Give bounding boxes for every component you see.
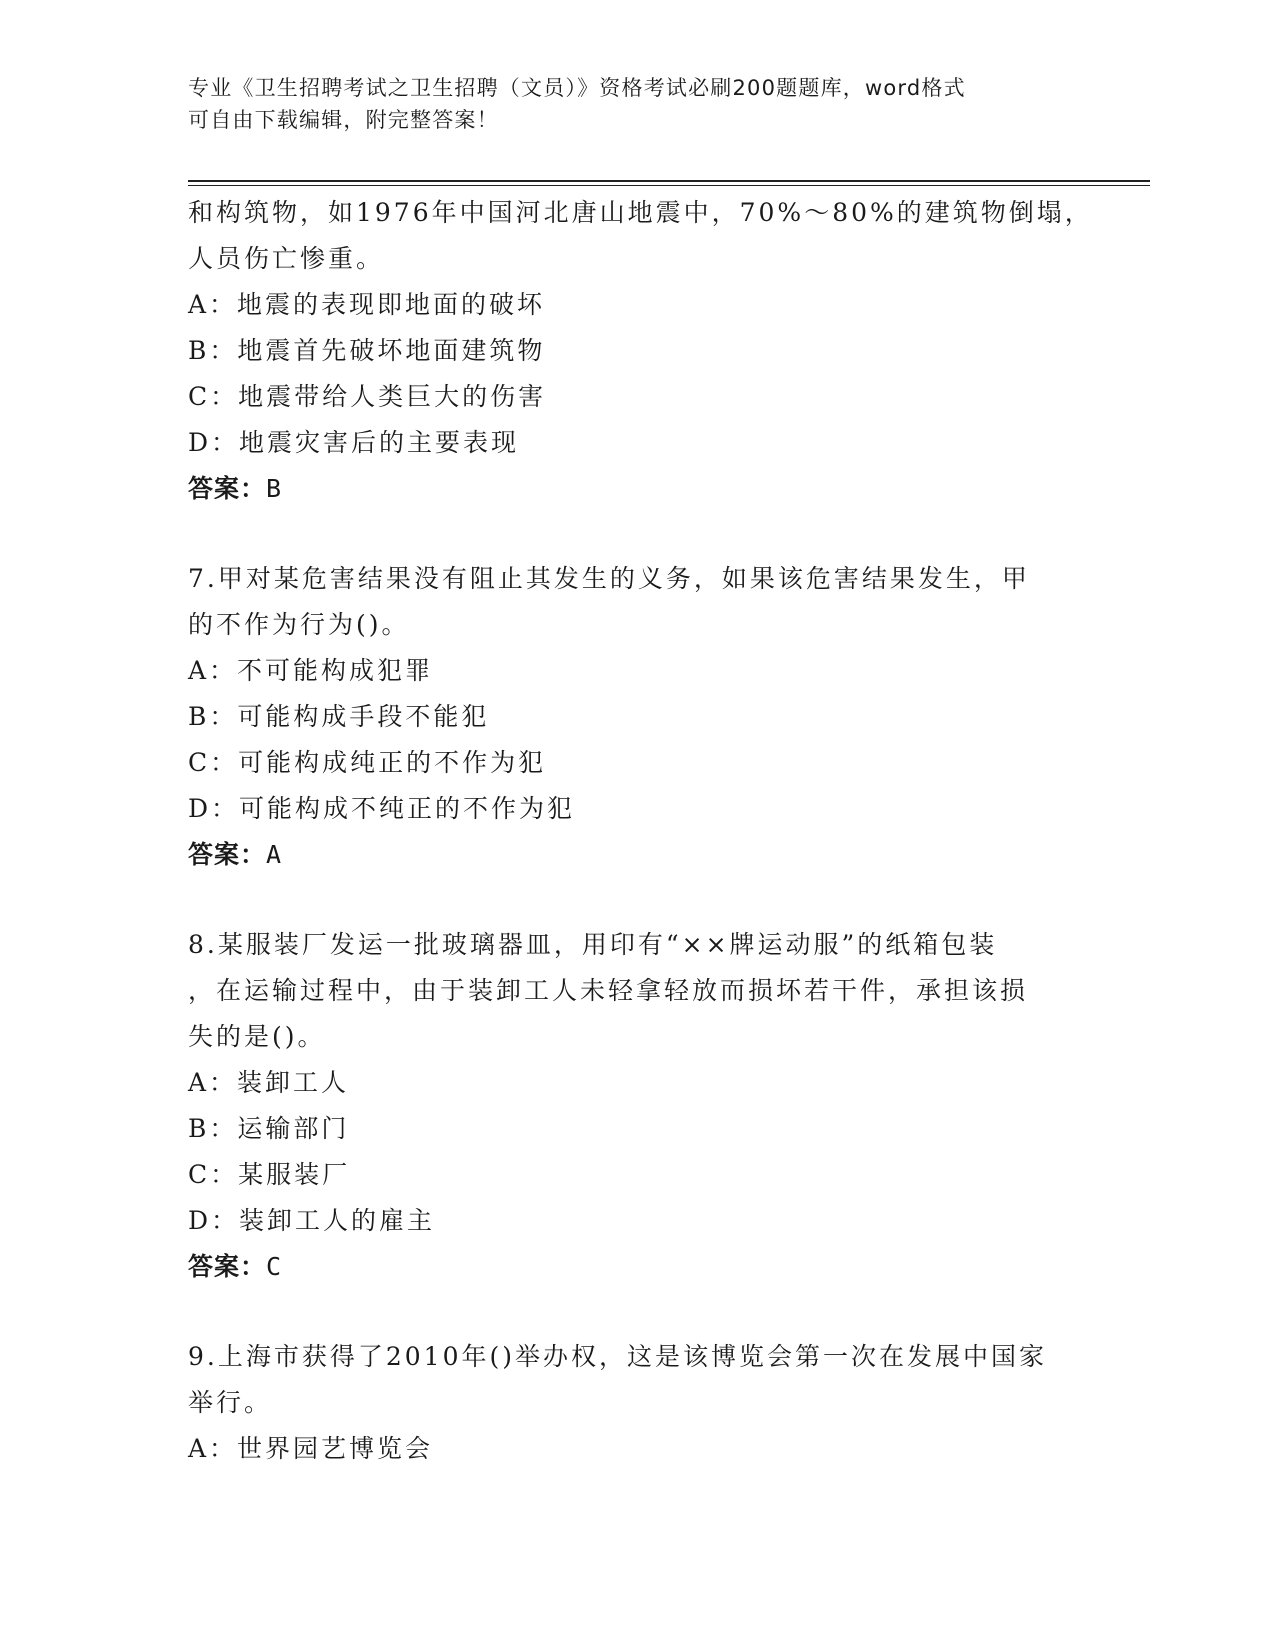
option-d: D：可能构成不纯正的不作为犯 — [188, 794, 576, 823]
question-8 — [188, 922, 1088, 1290]
answer-line — [188, 466, 1088, 512]
option-b: B：地震首先破坏地面建筑物 — [188, 336, 546, 365]
option-b: B：运输部门 — [188, 1114, 350, 1143]
question-text-line: ，在运输过程中，由于装卸工人未轻拿轻放而损坏若干件，承担该损 — [188, 976, 1029, 1005]
question-6-continuation — [188, 190, 1093, 512]
document-header — [188, 72, 1088, 136]
question-spacer — [188, 1290, 1088, 1334]
question-text-line: 人员伤亡惨重。 — [188, 244, 385, 273]
option-a: A：不可能构成犯罪 — [188, 656, 434, 685]
answer-line — [188, 832, 1088, 878]
question-text-line: 和构筑物，如1976年中国河北唐山地震中，70%～80%的建筑物倒塌， — [188, 198, 1093, 227]
question-spacer — [188, 512, 1088, 556]
option-a: A：地震的表现即地面的破坏 — [188, 290, 546, 319]
answer-value: A — [266, 840, 283, 869]
question-text-line: 的不作为行为()。 — [188, 610, 410, 639]
option-a: A：世界园艺博览会 — [188, 1434, 434, 1463]
question-text-line: 举行。 — [188, 1388, 273, 1417]
answer-label: 答案： — [188, 840, 267, 869]
option-a: A：装卸工人 — [188, 1068, 350, 1097]
option-c: C：地震带给人类巨大的伤害 — [188, 382, 547, 411]
question-text-line: 失的是()。 — [188, 1022, 326, 1051]
option-b: B：可能构成手段不能犯 — [188, 702, 490, 731]
option-d: D：装卸工人的雇主 — [188, 1206, 436, 1235]
header-line-2: 可自由下载编辑，附完整答案！ — [188, 108, 499, 132]
option-c: C：可能构成纯正的不作为犯 — [188, 748, 547, 777]
option-d: D：地震灾害后的主要表现 — [188, 428, 520, 457]
answer-label: 答案： — [188, 1252, 267, 1281]
question-text-line: 9.上海市获得了2010年()举办权，这是该博览会第一次在发展中国家 — [188, 1342, 1047, 1371]
document-body — [188, 190, 1093, 1472]
option-c: C：某服装厂 — [188, 1160, 351, 1189]
question-9 — [188, 1334, 1088, 1472]
header-line-1: 专业《卫生招聘考试之卫生招聘（文员）》资格考试必刷200题题库，word格式 — [188, 76, 966, 100]
question-text-line: 8.某服装厂发运一批玻璃器皿，用印有“××牌运动服”的纸箱包装 — [188, 930, 998, 959]
answer-label: 答案： — [188, 474, 267, 503]
answer-line — [188, 1244, 1088, 1290]
question-spacer — [188, 878, 1088, 922]
question-7 — [188, 556, 1088, 878]
question-text-line: 7.甲对某危害结果没有阻止其发生的义务，如果该危害结果发生，甲 — [188, 564, 1030, 593]
header-divider-thin — [188, 185, 1150, 186]
header-divider-thick — [188, 180, 1150, 182]
answer-value: B — [266, 474, 283, 503]
answer-value: C — [266, 1252, 283, 1281]
